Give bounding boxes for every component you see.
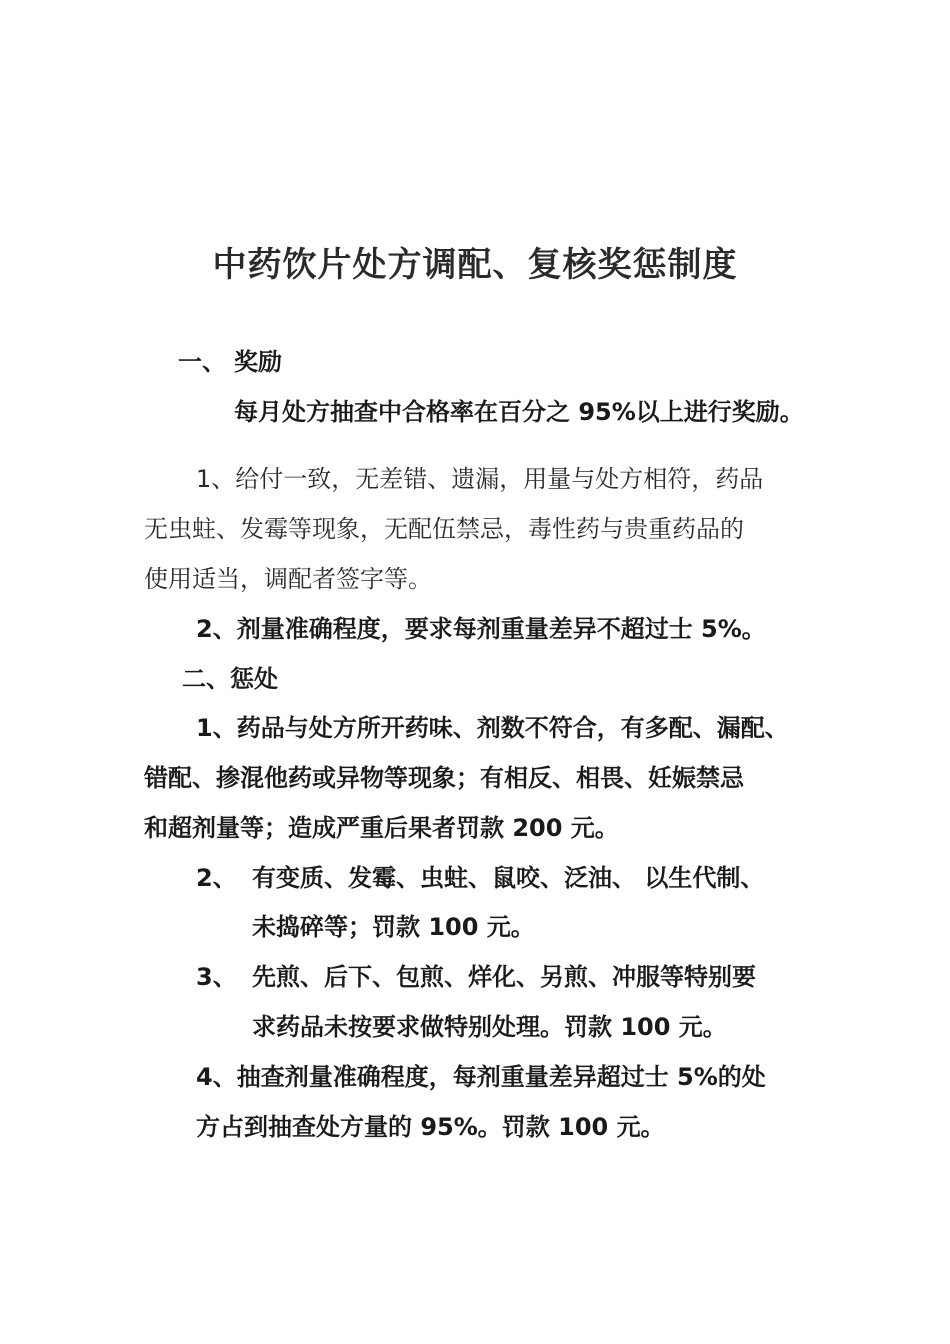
section2-heading: 二、惩处 bbox=[182, 665, 278, 693]
section1-item1-line2: 无虫蛀、发霉等现象，无配伍禁忌，毒性药与贵重药品的 bbox=[144, 515, 744, 543]
section1-item1-line1: 1、给付一致，无差错、遗漏，用量与处方相符，药品 bbox=[196, 465, 764, 493]
document-title: 中药饮片处方调配、复核奖惩制度 bbox=[212, 245, 738, 285]
section2-item3-line2: 求药品未按要求做特别处理。罚款 100 元。 bbox=[252, 1013, 727, 1041]
section1-heading-number: 一、 bbox=[178, 348, 226, 376]
section2-item2-line1: 有变质、发霉、虫蛀、鼠咬、泛油、 以生代制、 bbox=[252, 864, 765, 892]
section1-heading: 奖励 bbox=[234, 348, 282, 376]
section2-item1-line1: 1、药品与处方所开药味、剂数不符合，有多配、漏配、 bbox=[196, 714, 789, 742]
section1-item2: 2、剂量准确程度，要求每剂重量差异不超过士 5%。 bbox=[196, 615, 766, 643]
section1-item1-line3: 使用适当，调配者签字等。 bbox=[144, 565, 432, 593]
section2-item4-line1: 4、抽查剂量准确程度，每剂重量差异超过士 5%的处 bbox=[196, 1063, 766, 1091]
section2-item4-line2: 方占到抽查处方量的 95%。罚款 100 元。 bbox=[196, 1113, 665, 1141]
section2-item1-line2: 错配、掺混他药或异物等现象；有相反、相畏、妊娠禁忌 bbox=[144, 764, 744, 792]
section2-item1-line3: 和超剂量等；造成严重后果者罚款 200 元。 bbox=[144, 814, 619, 842]
section1-intro: 每月处方抽查中合格率在百分之 95%以上进行奖励。 bbox=[234, 398, 804, 426]
section2-item3-line1: 先煎、后下、包煎、烊化、另煎、冲服等特别要 bbox=[252, 963, 756, 991]
section2-item2-number: 2、 bbox=[196, 864, 237, 892]
section2-item2-line2: 未捣碎等；罚款 100 元。 bbox=[252, 913, 535, 941]
section2-item3-number: 3、 bbox=[196, 963, 237, 991]
